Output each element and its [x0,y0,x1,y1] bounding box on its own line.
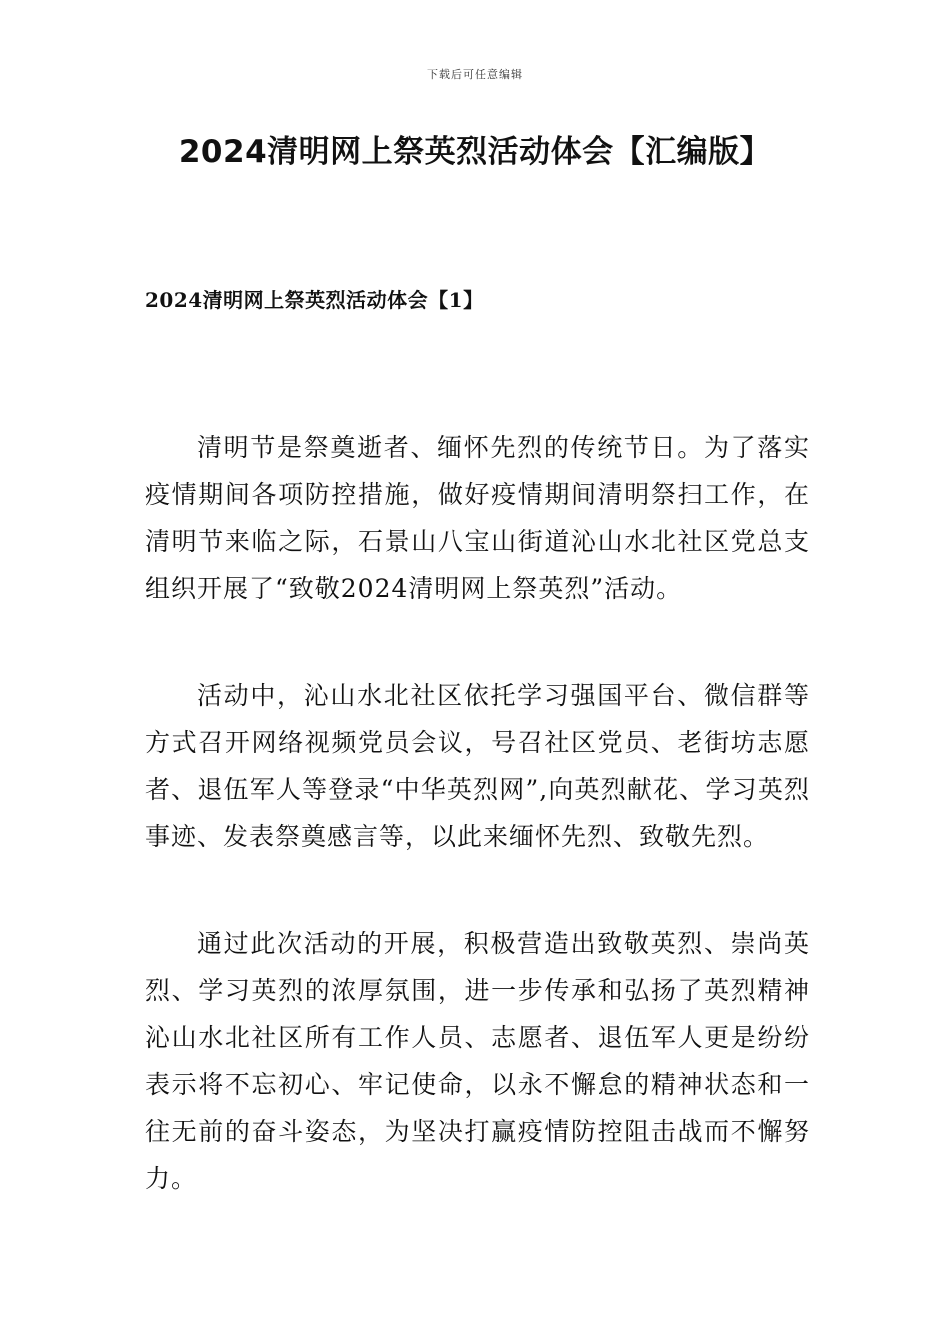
document-title: 2024清明网上祭英烈活动体会【汇编版】 [178,134,772,170]
paragraph-3: 通过此次活动的开展，积极营造出致敬英烈、崇尚英烈、学习英烈的浓厚氛围，进一步传承和弘扬了英烈精神沁山水北社区所有工作人员、志愿者、退伍军人更是纷纷表示将不忘初心、牢记使命，以永不懈怠的精神状态和一往无前的奋斗姿态，为坚决打赢疫情防控阻击战而不懈努力。 [145,929,810,1193]
section-heading: 2024清明网上祭英烈活动体会【1】 [145,288,484,312]
header-note: 下载后可任意编辑 [427,68,523,81]
paragraph-1: 清明节是祭奠逝者、缅怀先烈的传统节日。为了落实疫情期间各项防控措施，做好疫情期间清明祭扫工作，在清明节来临之际，石景山八宝山街道沁山水北社区党总支组织开展了“致敬2024清明网上祭英烈”活动。 [145,433,810,603]
paragraph-2: 活动中，沁山水北社区依托学习强国平台、微信群等方式召开网络视频党员会议，号召社区党员、老街坊志愿者、退伍军人等登录“中华英烈网”,向英烈献花、学习英烈事迹、发表祭奠感言等，以此来缅怀先烈、致敬先烈。 [145,681,810,851]
